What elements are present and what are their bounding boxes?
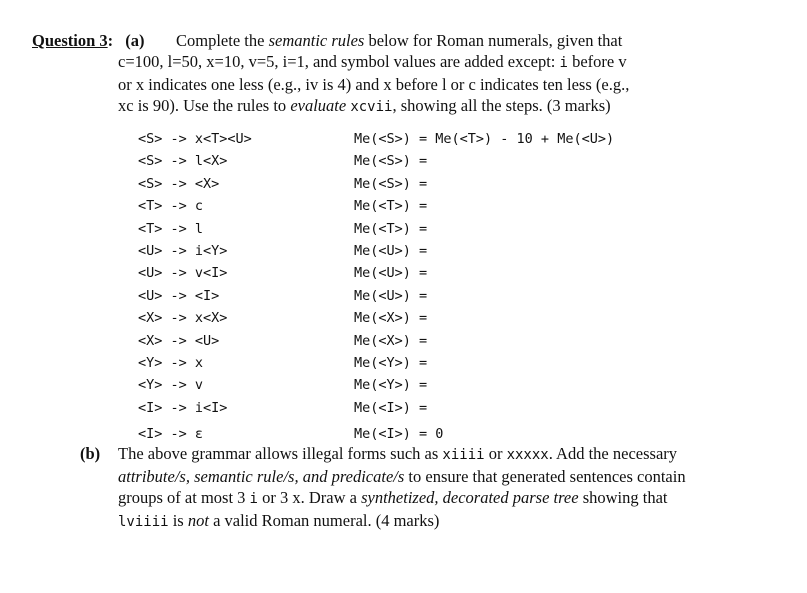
- rule-row: [138, 285, 678, 307]
- semantic-rule: Me(<X>) =: [354, 310, 428, 327]
- production: <U> -> v<I>: [138, 265, 228, 282]
- rule-row: [138, 128, 678, 150]
- part-a-line-1: [118, 30, 783, 51]
- semantic-rule: Me(<Y>) =: [354, 377, 428, 394]
- part-a-line4-c: , showing all the steps. (3 marks): [392, 96, 611, 115]
- production: <T> -> l: [138, 220, 204, 237]
- production: <S> -> <X>: [138, 175, 220, 192]
- rule-row: [138, 240, 678, 262]
- production: <X> -> x<X>: [138, 310, 228, 327]
- rule-row: [138, 173, 678, 195]
- semantic-rules-emphasis: semantic rules: [268, 31, 365, 50]
- semantic-rule: Me(<T>) =: [354, 220, 428, 237]
- production: <U> -> <I>: [138, 287, 220, 304]
- semantic-rule: Me(<Y>) =: [354, 354, 428, 371]
- rule-row: [138, 218, 678, 240]
- production: <U> -> i<Y>: [138, 242, 228, 259]
- evaluate-emphasis: evaluate: [290, 96, 347, 115]
- semantic-rule: Me(<U>) =: [354, 242, 428, 259]
- production: <S> -> x<T><U>: [138, 131, 252, 147]
- attributes-emphasis: attribute/s, semantic rule/s, and predicate/s: [118, 467, 405, 486]
- question-separator: :: [107, 31, 114, 50]
- part-a-line-2: [118, 51, 783, 74]
- part-a-text-1: Complete the: [176, 31, 269, 50]
- xcvii-mono: xcvii: [350, 99, 393, 115]
- part-a-line2-b: before v: [567, 52, 627, 71]
- production: <I> -> i<I>: [138, 399, 228, 416]
- semantic-rule: Me(<I>) = 0: [354, 426, 444, 443]
- semantic-rule: Me(<T>) =: [354, 198, 428, 215]
- lviiii-mono: lviiii: [118, 514, 169, 530]
- semantic-rule: Me(<I>) =: [354, 399, 428, 416]
- rule-row: [138, 150, 678, 172]
- part-b-label: (b): [80, 444, 101, 463]
- semantic-rule: Me(<U>) =: [354, 287, 428, 304]
- xxxxx-mono: xxxxx: [506, 447, 549, 463]
- semantic-rule: Me(<S>) =: [354, 175, 428, 192]
- part-b-text: [118, 443, 718, 533]
- production: <X> -> <U>: [138, 332, 220, 349]
- semantic-rule: Me(<S>) =: [354, 153, 428, 170]
- rule-row: [138, 352, 678, 374]
- part-a-line-4: [118, 95, 783, 118]
- part-a-text-2: below for Roman numerals, given that: [364, 31, 623, 50]
- rule-row: [138, 262, 678, 284]
- semantic-rule: Me(<U>) =: [354, 265, 428, 282]
- part-b-text-3: . Add the necessary: [548, 444, 678, 463]
- part-b-text-6: showing that: [578, 488, 668, 507]
- rule-row: [138, 397, 678, 419]
- question-title: Question 3: [32, 31, 108, 50]
- part-a-line2-mono: i: [559, 55, 568, 71]
- part-b-text-4: to ensure that generated sentences contain groups of at most 3: [118, 467, 686, 507]
- part-b-text-7: is: [168, 511, 188, 530]
- part-a-line2-a: c=100, l=50, x=10, v=5, i=1, and symbol values are added except:: [118, 52, 560, 71]
- grammar-rules: [138, 128, 678, 445]
- xiiii-mono: xiiii: [442, 447, 485, 463]
- rule-row: [138, 307, 678, 329]
- i-mono: i: [249, 491, 258, 507]
- production: <Y> -> x: [138, 354, 204, 371]
- production: <I> -> ε: [138, 426, 204, 443]
- part-b-text-2: or: [484, 444, 507, 463]
- part-a-text: [118, 30, 783, 118]
- not-emphasis: not: [187, 511, 209, 530]
- semantic-rule: Me(<S>) = Me(<T>) - 10 + Me(<U>): [354, 131, 615, 147]
- rule-row: [138, 374, 678, 396]
- part-b-text-8: a valid Roman numeral. (4 marks): [208, 511, 440, 530]
- rule-row: [138, 195, 678, 217]
- rule-row: [138, 330, 678, 352]
- part-a-label: (a): [125, 31, 145, 50]
- part-a-line4-a: xc is 90). Use the rules to: [118, 96, 291, 115]
- part-a-line-3: or x indicates one less (e.g., iv is 4) and x before l or c indicates ten less (e.g.,: [118, 75, 630, 94]
- part-b-text-5: or 3 x. Draw a: [257, 488, 362, 507]
- semantic-rule: Me(<X>) =: [354, 332, 428, 349]
- part-b-text-1: The above grammar allows illegal forms such as: [118, 444, 443, 463]
- production: <T> -> c: [138, 198, 204, 215]
- parse-tree-emphasis: synthetized, decorated parse tree: [361, 488, 579, 507]
- production: <Y> -> v: [138, 377, 204, 394]
- production: <S> -> l<X>: [138, 153, 228, 170]
